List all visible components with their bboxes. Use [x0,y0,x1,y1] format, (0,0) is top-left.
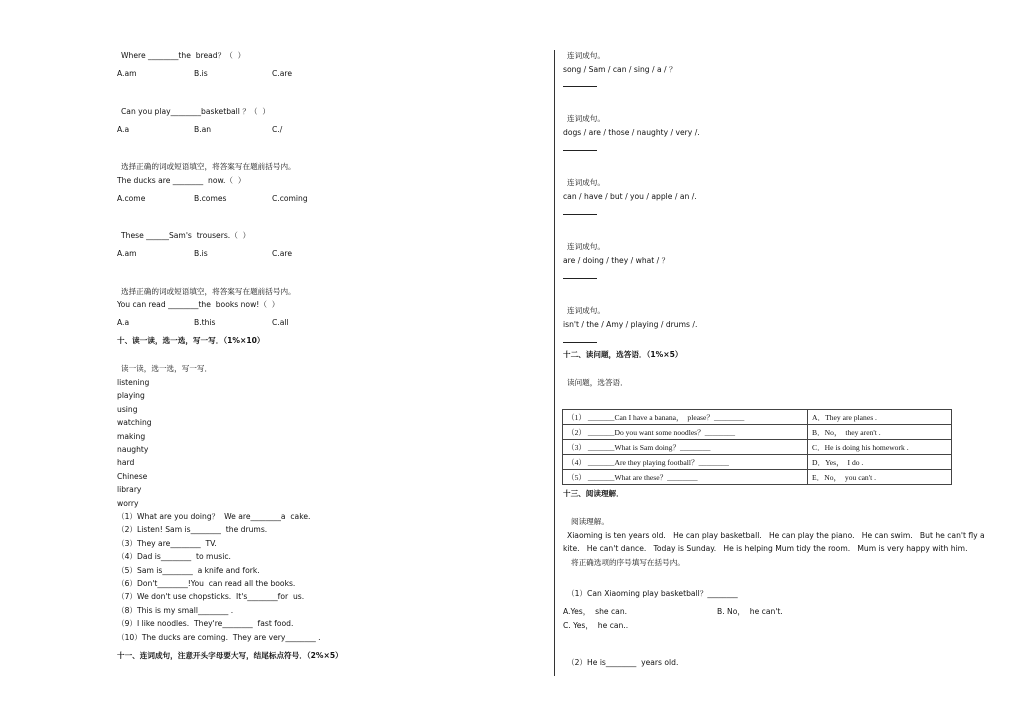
reading-question: （1）Can Xiaoming play basketball？________ [567,589,738,598]
fill-sentence: （9）I like noodles. They're________ fast food. [117,619,294,628]
match-answer: A．They are planes . [808,410,952,425]
question-play: Can you play________basketball ？（ ） [121,107,270,116]
question-read: You can read ________the books now!（ ） [117,300,280,309]
match-question: （4） _______Are they playing football？________ [563,455,808,470]
word-item: using [117,405,138,414]
question-these: These ______Sam's trousers.（ ） [121,231,251,240]
table-row [563,470,952,485]
reading-question: （2）He is________ years old. [567,658,679,667]
build-words: isn't / the / Amy / playing / drums /. [563,320,698,329]
section-12-title: 十二、读问题，选答语．（1%×5） [563,350,683,359]
option-b: B.comes [194,194,227,203]
column-divider [554,50,555,676]
build-words: can / have / but / you / apple / an /. [563,192,697,201]
section-10-instruction: 读一读，选一选，写一写． [121,364,213,373]
section-10-title: 十、读一读，选一选，写一写．（1%×10） [117,336,265,345]
instruction: 选择正确的词或短语填空，将答案写在题前括号内。 [121,287,296,296]
match-question: （2） _______Do you want some noodles？________ [563,425,808,440]
build-words: dogs / are / those / naughty / very /. [563,128,700,137]
section-12-instruction: 读问题，选答语． [567,378,628,387]
option-a: A.Yes， she can. [563,607,628,616]
fill-sentence: （4）Dad is________ to music. [117,552,231,561]
match-question: （3） _______What is Sam doing？________ [563,440,808,455]
fill-sentence: （7）We don't use chopsticks. It's________for us. [117,592,305,601]
answer-line [563,278,597,279]
match-question: （1） _______Can I have a banana， please？________ [563,410,808,425]
fill-sentence: （8）This is my small________ . [117,606,234,615]
word-item: playing [117,391,145,400]
match-question: （5） _______What are these？________ [563,470,808,485]
table-row [563,425,952,440]
option-c: C.all [272,318,289,327]
option-a: A.a [117,318,130,327]
option-a: A.am [117,249,137,258]
section-13-title: 十三、阅读理解． [563,489,624,498]
option-c: C./ [272,125,283,134]
fill-sentence: （5）Sam is________ a knife and fork. [117,566,260,575]
section-11-title: 十一、连词成句，注意开头字母要大写，结尾标点符号．（2%×5） [117,651,343,660]
option-b: B. No， he can't. [717,607,783,616]
table-row [563,455,952,470]
build-label: 连词成句。 [567,306,605,315]
option-c: C.coming [272,194,308,203]
option-b: B.is [194,249,208,258]
word-item: hard [117,458,135,467]
word-item: naughty [117,445,149,454]
match-table [562,409,952,485]
table-row [563,410,952,425]
section-13-instruction: 阅读理解。 [571,517,609,526]
word-item: watching [117,418,152,427]
option-a: A.a [117,125,130,134]
word-item: library [117,485,142,494]
option-c: C.are [272,69,292,78]
answer-line [563,86,597,87]
option-b: B.an [194,125,212,134]
match-answer: D．Yes， I do . [808,455,952,470]
match-answer: B．No， they aren't . [808,425,952,440]
instruction: 选择正确的词或短语填空，将答案写在题前括号内。 [121,162,296,171]
build-label: 连词成句。 [567,114,605,123]
match-answer: E．No， you can't . [808,470,952,485]
table-row [563,440,952,455]
question-where: Where ________the bread？（ ） [121,51,246,60]
build-label: 连词成句。 [567,178,605,187]
fill-sentence: （3）They are________ TV. [117,539,217,548]
word-item: Chinese [117,472,148,481]
passage-line: kite. He can't dance. Today is Sunday. He is helping Mum tidy the room. Mum is very happy with him. [563,544,968,553]
fill-sentence: （2）Listen! Sam is________ the drums. [117,525,268,534]
build-words: song / Sam / can / sing / a / ？ [563,65,677,74]
passage-instruction: 将正确选项的序号填写在括号内。 [571,558,685,567]
option-a: A.am [117,69,137,78]
answer-line [563,214,597,215]
build-label: 连词成句。 [567,51,605,60]
option-b: B.this [194,318,216,327]
option-a: A.come [117,194,146,203]
word-item: listening [117,378,150,387]
answer-line [563,342,597,343]
word-item: making [117,432,146,441]
passage-line: Xiaoming is ten years old. He can play basketball. He can play the piano. He can swim. But he can't fly a [567,531,985,540]
fill-sentence: （6）Don't________!You can read all the books. [117,579,296,588]
answer-line [563,150,597,151]
match-answer: C．He is doing his homework . [808,440,952,455]
build-label: 连词成句。 [567,242,605,251]
option-c: C.are [272,249,292,258]
build-words: are / doing / they / what / ？ [563,256,670,265]
word-item: worry [117,499,139,508]
option-b: B.is [194,69,208,78]
fill-sentence: （1）What are you doing？ We are________a cake. [117,512,311,521]
question-ducks: The ducks are ________ now.（ ） [117,176,246,185]
fill-sentence: （10）The ducks are coming. They are very________ . [117,633,321,642]
option-c: C. Yes， he can.. [563,621,629,630]
